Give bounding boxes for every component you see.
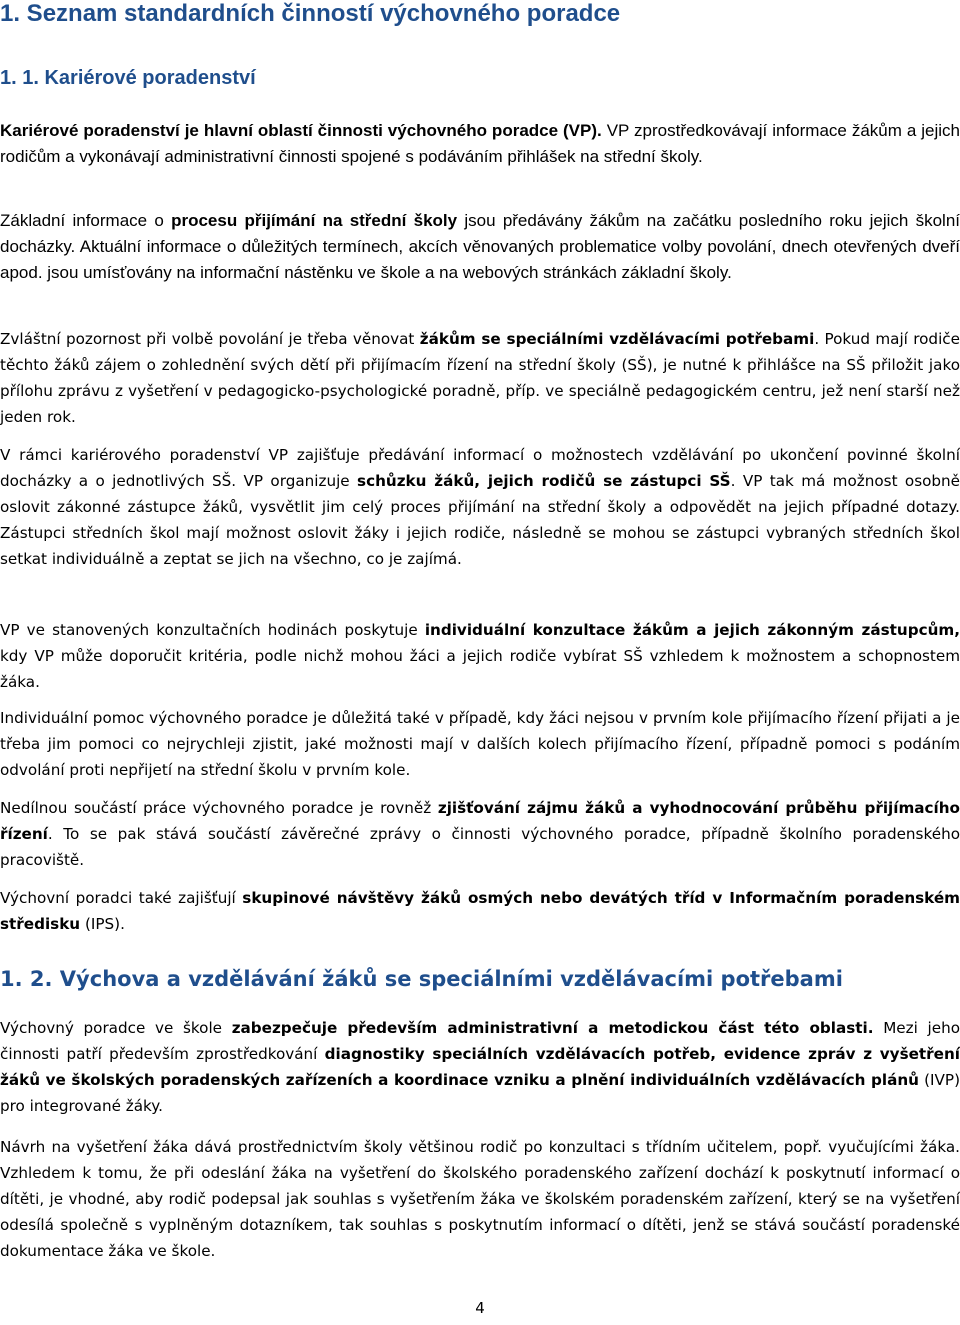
paragraph-intro-bold: Kariérové poradenství je hlavní oblastí činnosti výchovného poradce (VP).: [0, 121, 602, 140]
paragraph-individual-help: Individuální pomoc výchovného poradce je důležitá také v případě, kdy žáci nejsou v prvním kole přijímacího řízení přijati a je třeba jim pomoci co nejrychleji zjistit, jaké možnosti mají v dalších kolech přijímacího řízení, případně pomoci s podáním odvolání proti nepřijetí na střední školu v prvním kole.: [0, 709, 960, 779]
paragraph-admission-info: Základní informace o procesu přijímání na střední školy jsou předávány žákům na začátku posledního roku jejich školní docházky. Aktuální informace o důležitých termínech, akcích věnovaných problematice volby povolání, dnech otevřených dveří apod. jsou umísťovány na informační nástěnku ve škole a na webových stránkách základní školy.: [0, 211, 960, 282]
paragraph-evaluation: Nedílnou součástí práce výchovného poradce je rovněž zjišťování zájmu žáků a vyhodnocování průběhu přijímacího řízení. To se pak stává součástí závěrečné zprávy o činnosti výchovného poradce, případně školního poradenského pracoviště.: [0, 799, 960, 869]
section-heading-special-needs: 1. 2. Výchova a vzdělávání žáků se speciálními vzdělávacími potřebami: [0, 967, 843, 991]
paragraph-special-needs-admin: Výchovný poradce ve škole zabezpečuje především administrativní a metodickou část této oblasti. Mezi jeho činnosti patří především zprostředkování diagnostiky speciálních vzdělávacích potřeb, evidence zpráv z vyšetření žáků ve školských poradenských zařízeních a koordinace vzniku a plnění individuálních vzdělávacích plánů (IVP) pro integrované žáky.: [0, 1019, 960, 1115]
paragraph-examination-proposal: Návrh na vyšetření žáka dává prostřednictvím školy většinou rodič po konzultaci s třídním učitelem, popř. vyučujícími žáka. Vzhledem k tomu, že při odeslání žáka na vyšetření do školského poradenského zařízení dochází k poskytnutí informací o dítěti, je vhodné, aby rodič podepsal jak souhlas s vyšetřením žáka ve školském poradenském zařízení, který se na vyšetření odesílá společně s vyplněným dotazníkem, tak souhlas s poskytnutím informací o dítěti, jenž se stává součástí poradenské dokumentace žáka ve škole.: [0, 1138, 960, 1260]
paragraph-consultations: VP ve stanovených konzultačních hodinách poskytuje individuální konzultace žákům a jejich zákonným zástupcům, kdy VP může doporučit kritéria, podle nichž mohou žáci a jejich rodiče vybírat SŠ vzhledem k možnostem a schopnostem žáka.: [0, 621, 960, 691]
paragraph-special-needs: Zvláštní pozornost při volbě povolání je třeba věnovat žákům se speciálními vzdělávacími potřebami. Pokud mají rodiče těchto žáků zájem o zohlednění svých dětí při přijímacím řízení na střední školy (SŠ), je nutné k přihlášce na SŠ přiložit jako přílohu zprávu z vyšetření v pedagogicko-psychologické poradně, příp. ve speciálně pedagogickém centru, jež není starší než jeden rok.: [0, 330, 960, 426]
page-title: 1. Seznam standardních činností výchovného poradce: [0, 0, 621, 27]
paragraph-intro-text: VP zprostředkovávají informace žákům a jejich rodičům a vykonávají administrativní činnosti spojené s podáváním přihlášek na střední školy.: [0, 121, 960, 166]
section-heading-career-counseling: 1. 1. Kariérové poradenství: [0, 67, 256, 89]
paragraph-ips-visits: Výchovní poradci také zajišťují skupinové návštěvy žáků osmých nebo devátých tříd v Informačním poradenském středisku (IPS).: [0, 889, 960, 933]
paragraph-intro: [0, 118, 960, 170]
paragraph-career-meeting: V rámci kariérového poradenství VP zajišťuje předávání informací o možnostech vzdělávání po ukončení povinné školní docházky a o jednotlivých SŠ. VP organizuje schůzku žáků, jejich rodičů se zástupci SŠ. VP tak má možnost osobně oslovit zákonné zástupce žáků, vysvětlit jim celý proces přijímání na střední školy a odpovědět na jejich případné dotazy. Zástupci středních škol mají možnost oslovit žáky i jejich rodiče, následně se mohou se zástupci vybraných středních škol setkat individuálně a zeptat se jich na všechno, co je zajímá.: [0, 446, 960, 568]
page-number: 4: [475, 1299, 485, 1317]
